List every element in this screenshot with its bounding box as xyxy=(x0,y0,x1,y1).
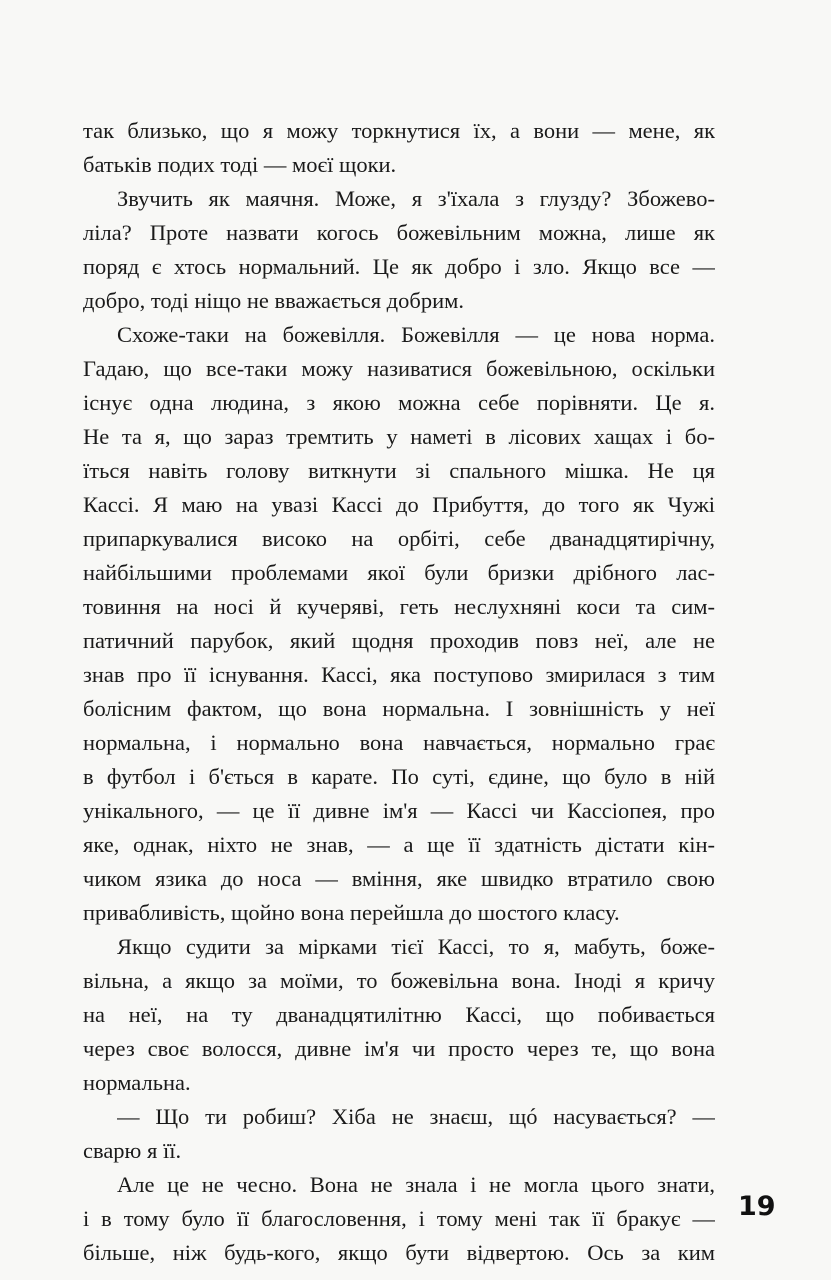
text-line: нормальна, і нормально вона навчається, нормально грає xyxy=(83,730,715,755)
text-line: батьків подих тоді — моєї щоки. xyxy=(83,152,397,177)
text-line: привабливість, щойно вона перейшла до шостого класу. xyxy=(83,900,620,925)
text-line: на неї, на ту дванадцятилітню Кассі, що побивається xyxy=(83,1002,715,1027)
text-line: патичний парубок, який щодня проходив повз неї, але не xyxy=(83,628,715,653)
text-line: знав про її існування. Кассі, яка поступово змирилася з тим xyxy=(83,662,715,687)
text-line: чиком язика до носа — вміння, яке швидко втратило свою xyxy=(83,866,715,891)
text-line: Кассі. Я маю на увазі Кассі до Прибуття, до того як Чужі xyxy=(83,492,715,517)
text-line: яке, однак, ніхто не знав, — а ще її здатність дістати кін- xyxy=(83,832,715,857)
text-line: припаркувалися високо на орбіті, себе дванадцятирічну, xyxy=(83,526,715,551)
text-line: і в тому було її благословення, і тому мені так її бракує — xyxy=(83,1206,715,1231)
text-line: через своє волосся, дивне ім'я чи просто через те, що вона xyxy=(83,1036,715,1061)
text-line: поряд є хтось нормальний. Це як добро і зло. Якщо все — xyxy=(83,254,715,279)
text-line: Гадаю, що все-таки можу називатися божевільною, оскільки xyxy=(83,356,715,381)
text-line: — Що ти робиш? Хіба не знаєш, щó насувається? — xyxy=(117,1104,715,1129)
text-line: їться навіть голову виткнути зі спального мішка. Не ця xyxy=(83,458,715,483)
text-line: Не та я, що зараз тремтить у наметі в лісових хащах і бо- xyxy=(83,424,715,449)
text-line: Звучить як маячня. Може, я з'їхала з глузду? Збожево- xyxy=(117,186,715,211)
text-line: ліла? Проте назвати когось божевільним можна, лише як xyxy=(83,220,715,245)
text-line: більше, ніж будь-кого, якщо бути відвертою. Ось за ким xyxy=(83,1240,715,1265)
text-line: товиння на носі й кучеряві, геть неслухняні коси та сим- xyxy=(83,594,715,619)
text-line: болісним фактом, що вона нормальна. І зовнішність у неї xyxy=(83,696,715,721)
text-line: Схоже-таки на божевілля. Божевілля — це нова норма. xyxy=(117,322,715,347)
text-line: так близько, що я можу торкнутися їх, а вони — мене, як xyxy=(83,118,715,143)
text-line: унікального, — це її дивне ім'я — Кассі чи Кассіопея, про xyxy=(83,798,715,823)
text-line: Але це не чесно. Вона не знала і не могла цього знати, xyxy=(117,1172,715,1197)
text-line: існує одна людина, з якою можна себе порівняти. Це я. xyxy=(83,390,715,415)
text-line: нормальна. xyxy=(83,1070,191,1095)
page-number: 19 xyxy=(738,1191,776,1222)
text-line: найбільшими проблемами якої були бризки дрібного лас- xyxy=(83,560,715,585)
text-line: сварю я її. xyxy=(83,1138,182,1163)
text-line: Якщо судити за мірками тієї Кассі, то я, мабуть, боже- xyxy=(117,934,715,959)
text-line: вільна, а якщо за моїми, то божевільна вона. Іноді я кричу xyxy=(83,968,715,993)
text-line: добро, тоді ніщо не вважається добрим. xyxy=(83,288,464,313)
text-line: в футбол і б'ється в карате. По суті, єдине, що було в ній xyxy=(83,764,715,789)
